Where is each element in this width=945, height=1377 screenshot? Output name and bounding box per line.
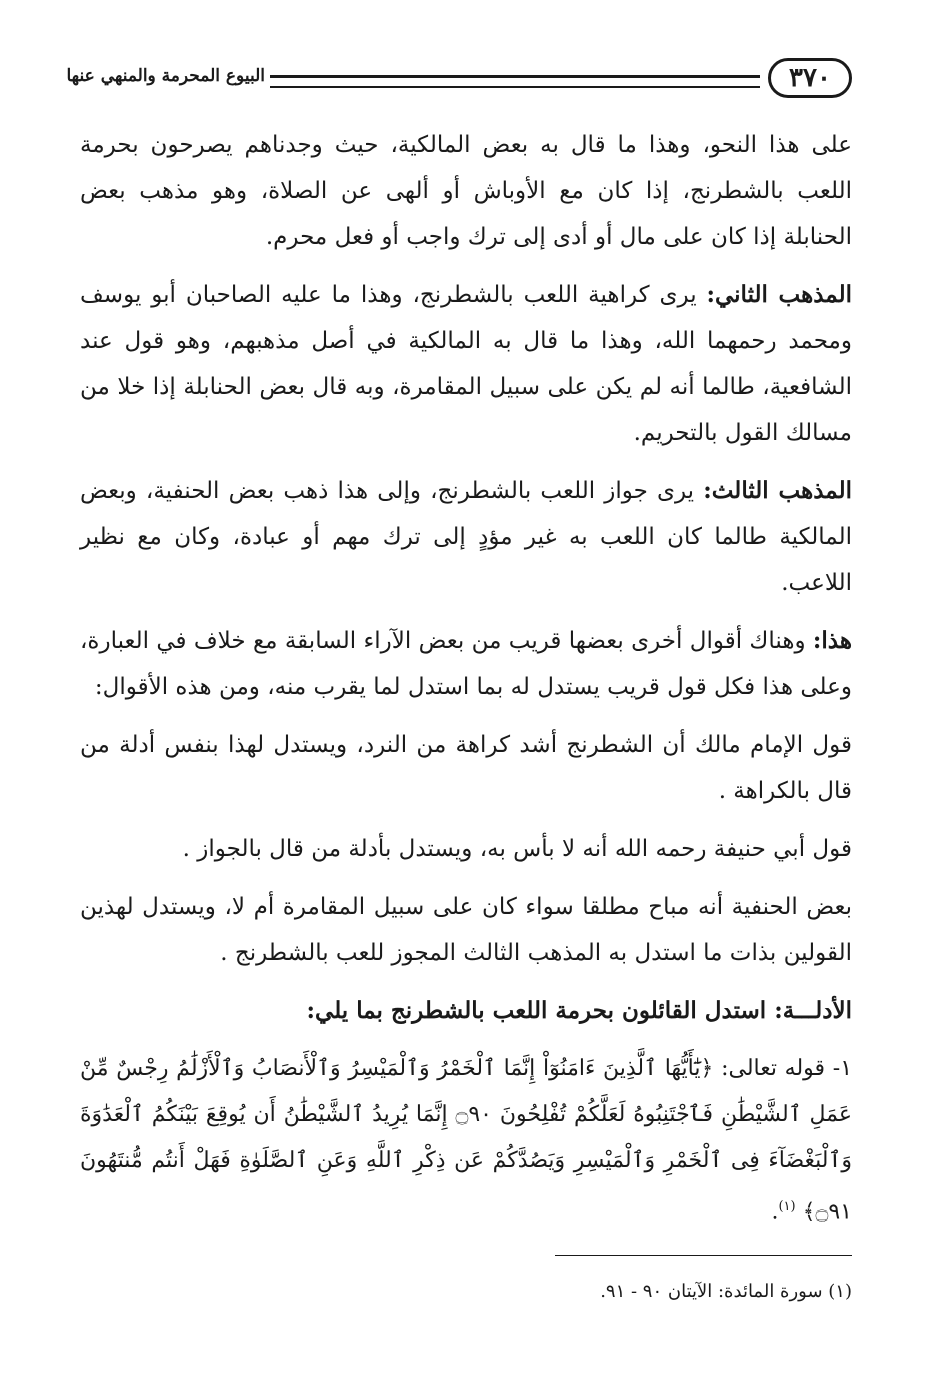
paragraph-malik <box>80 722 852 814</box>
body-text <box>80 122 852 1247</box>
paragraph-madhhab-2 <box>80 272 852 456</box>
paragraph-1 <box>80 122 852 260</box>
evidence-heading: الأدلـــة: استدل القائلون بحرمة اللعب بالشطرنج بما يلي: <box>306 997 852 1024</box>
paragraph-other-views <box>80 618 852 710</box>
paragraph-lead: المذهب الثاني: <box>706 281 852 308</box>
verse-text: ﴿يَٰٓأَيُّهَا ٱلَّذِينَ ءَامَنُوٓاْ إِنَّمَا ٱلْخَمْرُ وَٱلْمَيْسِرُ وَٱلْأَنصَابُ وَٱلْأَزْلَٰمُ رِجْسٌ مِّنْ عَمَلِ ٱلشَّيْطَٰنِ فَٱجْتَنِبُوهُ لَعَلَّكُمْ تُفْلِحُونَ ۝٩٠ إِنَّمَا يُرِيدُ ٱلشَّيْطَٰنُ أَن يُوقِعَ بَيْنَكُمُ ٱلْعَدَٰوَةَ وَٱلْبَغْضَآءَ فِى ٱلْخَمْرِ وَٱلْمَيْسِرِ وَيَصُدَّكُمْ عَن ذِكْرِ ٱللَّهِ وَعَنِ ٱلصَّلَوٰةِ فَهَلْ أَنتُم مُّنتَهُونَ ۝٩١﴾ <box>80 1056 852 1225</box>
paragraph-lead: المذهب الثالث: <box>703 477 852 504</box>
paragraph-text: يرى جواز اللعب بالشطرنج، وإلى هذا ذهب بعض الحنفية، وبعض المالكية طالما كان اللعب به غير مؤدٍ إلى ترك مهم أو عبادة، وكان مع نظير اللاعب. <box>80 478 852 596</box>
footnote: (١) سورة المائدة: الآيتان ٩٠ - ٩١. <box>600 1281 852 1302</box>
paragraph-text: وهناك أقوال أخرى بعضها قريب من بعض الآراء السابقة مع خلاف في العبارة، وعلى هذا فكل قول قريب يستدل له بما استدل لما يقرب منه، ومن هذه الأقوال: <box>80 628 852 700</box>
verse-end: . <box>771 1199 779 1225</box>
paragraph-text: قول أبي حنيفة رحمه الله أنه لا بأس به، ويستدل بأدلة من قال بالجواز . <box>182 836 852 862</box>
quran-verse <box>80 1046 852 1235</box>
paragraph-hanafiyya <box>80 884 852 976</box>
paragraph-text: يرى كراهية اللعب بالشطرنج، وهذا ما عليه الصاحبان أبو يوسف ومحمد رحمهما الله، وهذا ما قال به المالكية في أصل مذهبهم، وهو قول عند الشافعية، طالما أنه لم يكن على سبيل المقامرة، وبه قال بعض الحنابلة إذا خلا من مسالك القول بالتحريم. <box>80 282 852 446</box>
header-rule <box>270 75 760 88</box>
paragraph-text: على هذا النحو، وهذا ما قال به بعض المالكية، حيث وجدناهم يصرحون بحرمة اللعب بالشطرنج، إذا كان مع الأوباش أو ألهى عن الصلاة، وهو مذهب بعض الحنابلة إذا كان على مال أو أدى إلى ترك واجب أو فعل محرم. <box>80 132 852 250</box>
paragraph-text: قول الإمام مالك أن الشطرنج أشد كراهة من النرد، ويستدل لهذا بنفس أدلة من قال بالكراهة . <box>80 732 852 804</box>
running-title: البيوع المحرمة والمنهي عنها <box>66 66 265 86</box>
page-number-badge: ٣٧٠ <box>768 58 852 98</box>
paragraph-abu-hanifa <box>80 826 852 872</box>
page-header <box>66 58 852 102</box>
verse-intro: ١- قوله تعالى: <box>713 1056 853 1081</box>
paragraph-madhhab-3 <box>80 468 852 606</box>
paragraph-text: بعض الحنفية أنه مباح مطلقا سواء كان على سبيل المقامرة أم لا، ويستدل لهذين القولين بذات ما استدل به المذهب الثالث المجوز للعب بالشطرنج . <box>80 894 852 966</box>
footnote-ref[interactable]: (١) <box>778 1199 796 1214</box>
footnote-rule <box>555 1255 852 1256</box>
paragraph-lead: هذا: <box>812 627 852 654</box>
